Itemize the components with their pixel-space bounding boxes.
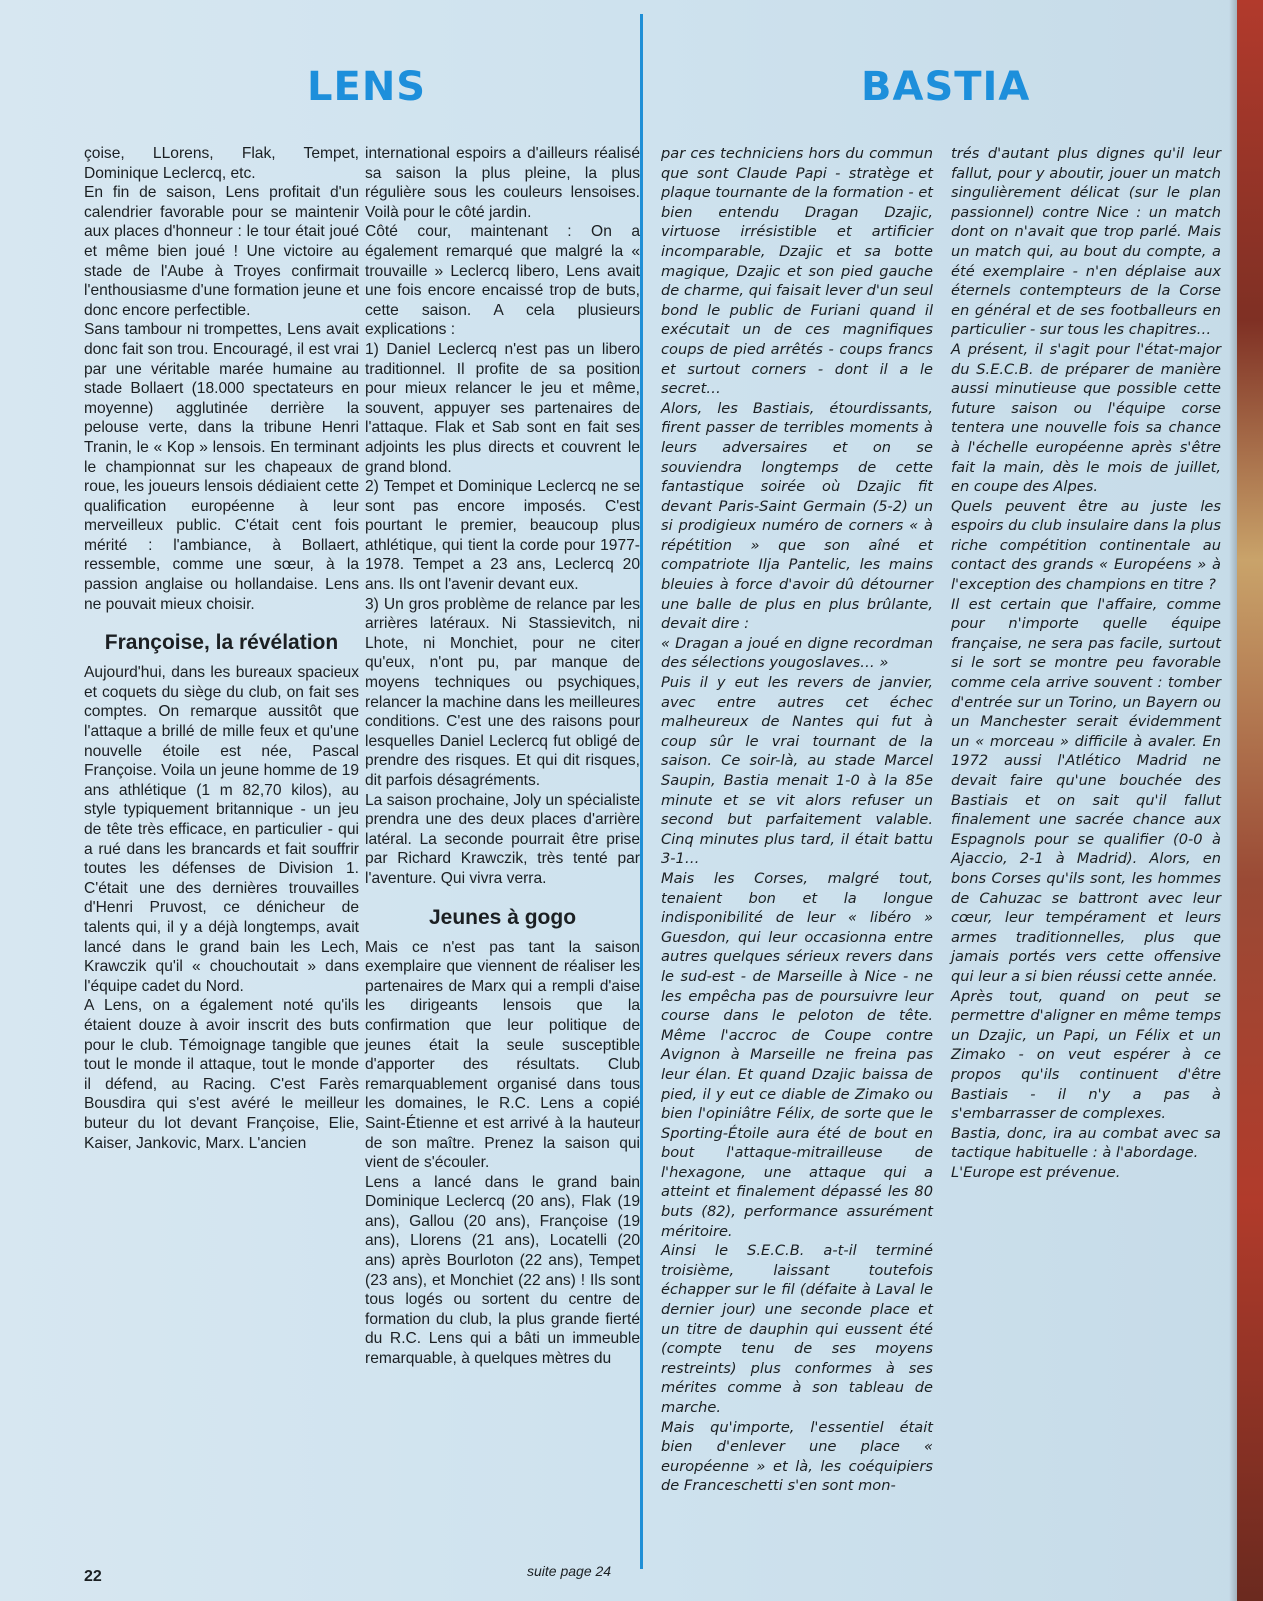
page-number: 22 xyxy=(84,1568,102,1585)
paragraph: Ainsi le S.E.C.B. a-t-il terminé troisième, laissant toutefois échapper sur le fil (défaite à Laval le dernier jour) une seconde place et un titre de dauphin qui eussent été (compte tenu de ses moyens restreints) plus conformes à ses mérites comme à son tableau de marche. xyxy=(661,1242,933,1416)
paragraph: Après tout, quand on peut se permettre d'aligner en même temps un Dzajic, un Papi, un Félix et un Zimako - on veut espérer à ce propos qu'ils continuent d'être Bastiais - il n'y a pas à s'embarrasser de complexes. xyxy=(951,987,1221,1123)
paragraph: trés d'autant plus dignes qu'il leur fallut, pour y aboutir, jouer un match singulièrement délicat (sur le plan passionnel) contre Nice : un match dont on n'avait que trop parlé. Mais un match qui, au bout du compte, a été exemplaire - n'en déplaise aux éternels contempteurs de la Corse en général et de ses footballeurs en particulier - sur tous les chapitres… xyxy=(951,145,1221,339)
paragraph: Aujourd'hui, dans les bureaux spacieux et coquets du siège du club, on fait ses comptes. On remarque aussitôt que l'attaque a brillé de mille feux et qu'une nouvelle étoile est née, Pascal Françoise. Voila un jeune homme de 19 ans athlétique (1 m 82,70 kilos), au style typiquement britannique - un jeu de tête très efficace, en particulier - qui a rué dans les brancards et fait souffrir toutes les défenses de Division 1. C'était une des dernières trouvailles d'Henri Pruvost, ce dénicheur de talents qui, il y a déjà longtemps, avait lancé dans le grand bain les Lech, Krawczik qu'il « chouchoutait » dans l'équipe cadet du Nord. xyxy=(84,664,359,995)
headline-bastia: BASTIA xyxy=(861,64,1031,110)
quote: « Dragan a joué en digne recordman des sélections yougoslaves… » xyxy=(661,634,933,672)
paragraph: Sans tambour ni trompettes, Lens avait donc fait son trou. Encouragé, il est vrai par une véritable marée humaine au stade Bollaert (18.000 spectateurs en moyenne) agglutinée derrière la pelouse verte, dans la tribune Henri Tranin, le « Kop » lensois. En terminant le championnat sur les chapeaux de roue, les joueurs lensois dédiaient cette qualification européenne à leur merveilleux public. C'était cent fois mérité : l'ambiance, à Bollaert, ressemble, comme une sœur, à la passion anglaise ou hollandaise. Lens ne pouvait mieux choisir. xyxy=(84,321,359,613)
paragraph: A Lens, on a également noté qu'ils étaient douze à avoir inscrit des buts pour le club. Témoignage tangible que tout le monde il attaque, tout le monde il défend, au Racing. C'est Farès Bousdira qui s'est avéré le meilleur buteur du lot devant Françoise, Elie, Kaiser, Jankovic, Marx. L'ancien xyxy=(84,997,359,1152)
continued-note: suite page 24 xyxy=(527,1563,612,1579)
paragraph: 1) Daniel Leclercq n'est pas un libero traditionnel. Il profite de sa position pour mieux relancer le jeu et même, souvent, appuyer ses partenaires de l'attaque. Flak et Sab sont en fait ses adjoints les plus directs et couvrent le grand blond. xyxy=(365,340,640,476)
paragraph: A présent, il s'agit pour l'état-major du S.E.C.B. de préparer de manière aussi minutieuse que possible cette future saison ou l'équipe corse tentera une nouvelle fois sa chance à l'échelle européenne après s'être fait la main, dès le mois de juillet, en coupe des Alpes. xyxy=(951,340,1221,496)
adjacent-page-photo-edge xyxy=(1237,0,1263,1601)
lens-column-1 xyxy=(84,144,359,1153)
bastia-column-2 xyxy=(951,144,1221,1182)
column-divider xyxy=(640,14,643,1569)
paragraph: international espoirs a d'ailleurs réalisé sa saison la plus pleine, la plus régulière sous les couleurs lensoises. Voilà pour le côté jardin. xyxy=(365,145,640,221)
paragraph: par ces techniciens hors du commun que sont Claude Papi - stratège et plaque tournante de la formation - et bien entendu Dragan Dzajic, virtuose irrésistible et artificier incomparable, Dzajic et sa botte magique, Dzajic et son pied gauche de charme, qui faisait lever d'un seul bond le public de Furiani quand il exécutait un de ces magnifiques coups de pied arrêtés - coups francs et surtout corners - dont il a le secret… xyxy=(661,145,934,398)
paragraph: 3) Un gros problème de relance par les arrières latéraux. Ni Stassievitch, ni Lhote, ni Monchiet, pour ne citer qu'eux, n'ont pu, par manque de moyens techniques ou psychiques, relancer la machine dans les meilleures conditions. C'est une des raisons pour lesquelles Daniel Leclercq fut obligé de prendre des risques. Et qui dit risques, dit parfois désagréments. xyxy=(365,595,640,789)
paragraph: Quels peuvent être au juste les espoirs du club insulaire dans la plus riche compétition continentale au contact des grands « Européens » à l'exception des champions en titre ? xyxy=(951,497,1221,594)
subheading-jeunes: Jeunes à gogo xyxy=(428,905,577,929)
paragraph: La saison prochaine, Joly un spécialiste prendra une des deux places d'arrière latéral. La seconde pourrait être prise par Richard Krawczik, très tenté par l'aventure. Qui vivra verra. xyxy=(365,791,640,887)
paragraph: En fin de saison, Lens profitait d'un calendrier favorable pour se maintenir aux places d'honneur : le tour était joué et même bien joué ! Une victoire au stade de l'Aube à Troyes confirmait l'enthousiasme d'une formation jeune et donc encore perfectible. xyxy=(84,184,359,319)
paragraph: 2) Tempet et Dominique Leclercq ne se sont pas encore imposés. C'est pourtant le premier, beaucoup plus athlétique, qui tient la corde pour 1977-1978. Tempet a 23 ans, Leclercq 20 ans. Ils ont l'avenir devant eux. xyxy=(365,478,640,594)
paragraph: Alors, les Bastiais, étourdissants, firent passer de terribles moments à leurs adversaires et on se souviendra longtemps de cette fantastique soirée où Dzajic fit devant Paris-Saint Germain (5-2) un si prodigieux numéro de corners « à répétition » que son aîné et compatriote Ilja Pantelic, les mains bleuies à force d'avoir dû détourner une balle de plus en plus brûlante, devait dire : xyxy=(661,399,933,633)
paragraph: Bastia, donc, ira au combat avec sa tactique habituelle : à l'abordage. xyxy=(951,1124,1221,1162)
paragraph: Il est certain que l'affaire, comme pour n'importe quelle équipe française, ne sera pas facile, surtout si le sort se montre peu favorable comme cela arrive souvent : tomber d'entrée sur un Torino, un Bayern ou un Manchester serait évidemment un « morceau » difficile à avaler. En 1972 aussi l'Atlético Madrid ne devait faire qu'une bouchée des Bastiais et on sait qu'il fallut finalement une sacrée chance aux Espagnols pour se qualifier (0-0 à Ajaccio, 2-1 à Madrid). Alors, en bons Corses qu'ils sont, les hommes de Cahuzac se battront avec leur cœur, leur tempérament et leurs armes traditionnelles, plus que jamais portés vers cette offensive qui leur a si bien réussi cette année. xyxy=(951,595,1221,985)
paragraph: Mais ce n'est pas tant la saison exemplaire que viennent de réaliser les partenaires de Marx qui a rempli d'aise les dirigeants lensois que la confirmation que leur politique de jeunes était la seule susceptible d'apporter des résultats. Club remarquablement organisé dans tous les domaines, le R.C. Lens a copié Saint-Étienne et est arrivé à la hauteur de son maître. Prenez la saison qui vient de s'écouler. xyxy=(365,938,640,1172)
subheading-francoise: Françoise, la révélation xyxy=(104,631,339,655)
paragraph: çoise, LLorens, Flak, Tempet, Dominique Leclercq, etc. xyxy=(84,145,359,182)
page-fold-shadow xyxy=(1229,0,1237,1601)
paragraph: Lens a lancé dans le grand bain Dominique Leclercq (20 ans), Flak (19 ans), Gallou (20 ans), Françoise (19 ans), Llorens (21 ans), Locatelli (20 ans) après Bourloton (22 ans), Tempet (23 ans), et Monchiet (22 ans) ! Ils sont tous logés ou sortent du centre de formation du club, la plus grande fierté du R.C. Lens qui a bâti un immeuble remarquable, à quelques mètres du xyxy=(365,1173,640,1368)
lens-column-2 xyxy=(365,144,640,1369)
paragraph: Côté cour, maintenant : On a également remarqué que malgré la « trouvaille » Leclercq libero, Lens avait une fois encore encaissé trop de buts, cette saison. A cela plusieurs explications : xyxy=(365,223,640,339)
bastia-column-1 xyxy=(661,144,933,1496)
paragraph: Mais qu'importe, l'essentiel était bien d'enlever une place « européenne » et là, les coéquipiers de Franceschetti s'en sont mon- xyxy=(661,1418,933,1495)
paragraph: Puis il y eut les revers de janvier, avec entre autres cet échec malheureux de Nantes qui fut à coup sûr le vrai tournant de la saison. Ce soir-là, au stade Marcel Saupin, Bastia menait 1-0 à la 85e minute et se vit alors refuser un second but parfaitement valable. Cinq minutes plus tard, il était battu 3-1… xyxy=(661,674,933,868)
paragraph: Mais les Corses, malgré tout, tenaient bon et la longue indisponibilité de leur « libéro » Guesdon, qui leur occasionna entre autres quelques sérieux revers dans le sud-est - de Marseille à Nice - ne les empêcha pas de poursuivre leur course dans le peloton de tête. Même l'accroc de Coupe contre Avignon à Marseille ne freina pas leur élan. Et quand Dzajic baissa de pied, il y eut ce diable de Zimako ou bien l'opiniâtre Félix, de sorte que le Sporting-Étoile aura été de bout en bout l'attaque-mitrailleuse de l'hexagone, une attaque qui a atteint et finalement dépassé les 80 buts (82), performance assurément méritoire. xyxy=(661,869,933,1240)
headline-lens: LENS xyxy=(307,64,427,110)
paragraph: L'Europe est prévenue. xyxy=(951,1163,1121,1181)
